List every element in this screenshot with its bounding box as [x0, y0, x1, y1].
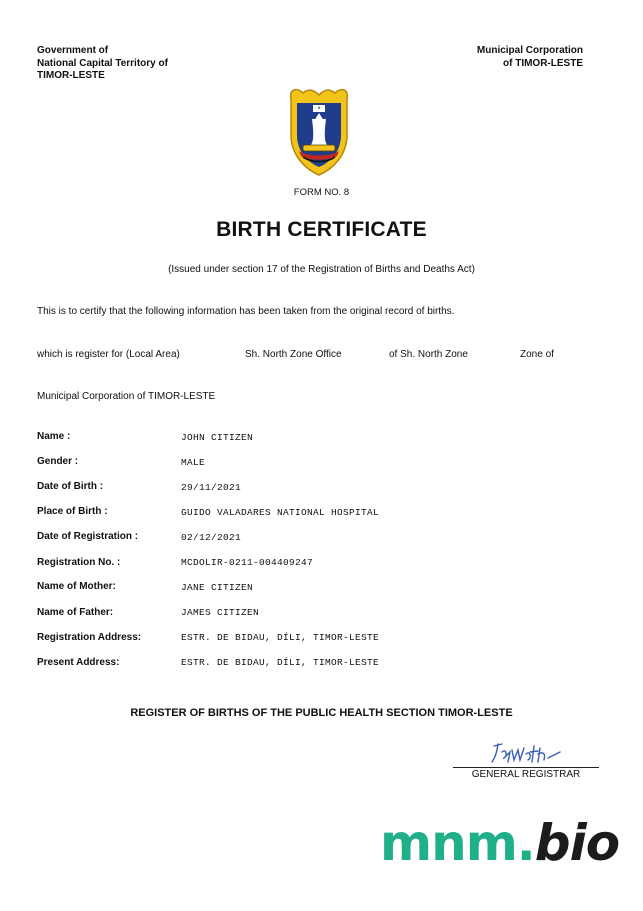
field-label-place-of-birth: Place of Birth :	[37, 506, 108, 517]
signature-icon	[488, 738, 568, 766]
field-label-gender: Gender :	[37, 456, 79, 467]
header-right-line-2: of TIMOR-LESTE	[503, 57, 583, 69]
field-label-present-address: Present Address:	[37, 657, 120, 668]
field-value-gender: MALE	[181, 457, 206, 468]
municipal-line: Municipal Corporation of TIMOR-LESTE	[37, 391, 216, 402]
header-government	[37, 45, 168, 83]
general-registrar-label: GENERAL REGISTRAR	[471, 769, 581, 780]
field-value-date-of-registration: 02/12/2021	[181, 532, 242, 543]
header-left-line-1: Government of	[37, 45, 109, 56]
register-footer: REGISTER OF BIRTHS OF THE PUBLIC HEALTH SECTION TIMOR-LESTE	[130, 707, 513, 719]
field-value-registration-address: ESTR. DE BIDAU, DÍLI, TIMOR-LESTE	[181, 632, 380, 643]
certify-statement: This is to certify that the following information has been taken from the original record of births.	[37, 306, 455, 317]
signature-line	[453, 767, 599, 768]
header-municipal	[477, 45, 583, 70]
field-label-date-of-birth: Date of Birth :	[37, 481, 104, 492]
page-title: BIRTH CERTIFICATE	[216, 218, 427, 241]
field-label-registration-no: Registration No. :	[37, 557, 121, 568]
field-label-registration-address: Registration Address:	[37, 632, 142, 643]
field-label-date-of-registration: Date of Registration :	[37, 531, 139, 542]
field-value-registration-no: MCDOLIR-0211-004409247	[181, 557, 314, 568]
watermark-name: mnm	[380, 814, 517, 872]
field-label-name: Name :	[37, 431, 71, 442]
header-left-line-3: TIMOR-LESTE	[37, 70, 105, 81]
field-label-name-of-mother: Name of Mother:	[37, 581, 116, 592]
municipal-emblem-icon	[283, 85, 355, 177]
header-left-line-2: National Capital Territory of	[37, 57, 168, 69]
header-right-line-1: Municipal Corporation	[476, 45, 583, 56]
watermark-dot: .	[516, 814, 535, 872]
register-line-prefix: which is register for (Local Area)	[37, 349, 180, 360]
watermark-tld: bio	[534, 814, 620, 872]
field-value-present-address: ESTR. DE BIDAU, DÍLI, TIMOR-LESTE	[181, 657, 380, 668]
form-number: FORM NO. 8	[293, 187, 350, 198]
register-line-zone-of: Zone of	[520, 349, 554, 360]
field-label-name-of-father: Name of Father:	[37, 607, 114, 618]
field-value-place-of-birth: GUIDO VALADARES NATIONAL HOSPITAL	[181, 507, 380, 518]
subtitle: (Issued under section 17 of the Registration of Births and Deaths Act)	[168, 264, 475, 275]
field-value-name-of-father: JAMES CITIZEN	[181, 607, 260, 618]
register-line-of-zone: of Sh. North Zone	[389, 349, 468, 360]
field-value-date-of-birth: 29/11/2021	[181, 482, 242, 493]
field-value-name-of-mother: JANE CITIZEN	[181, 582, 254, 593]
field-value-name: JOHN CITIZEN	[181, 432, 254, 443]
register-line-office: Sh. North Zone Office	[245, 349, 342, 360]
watermark	[380, 814, 619, 872]
